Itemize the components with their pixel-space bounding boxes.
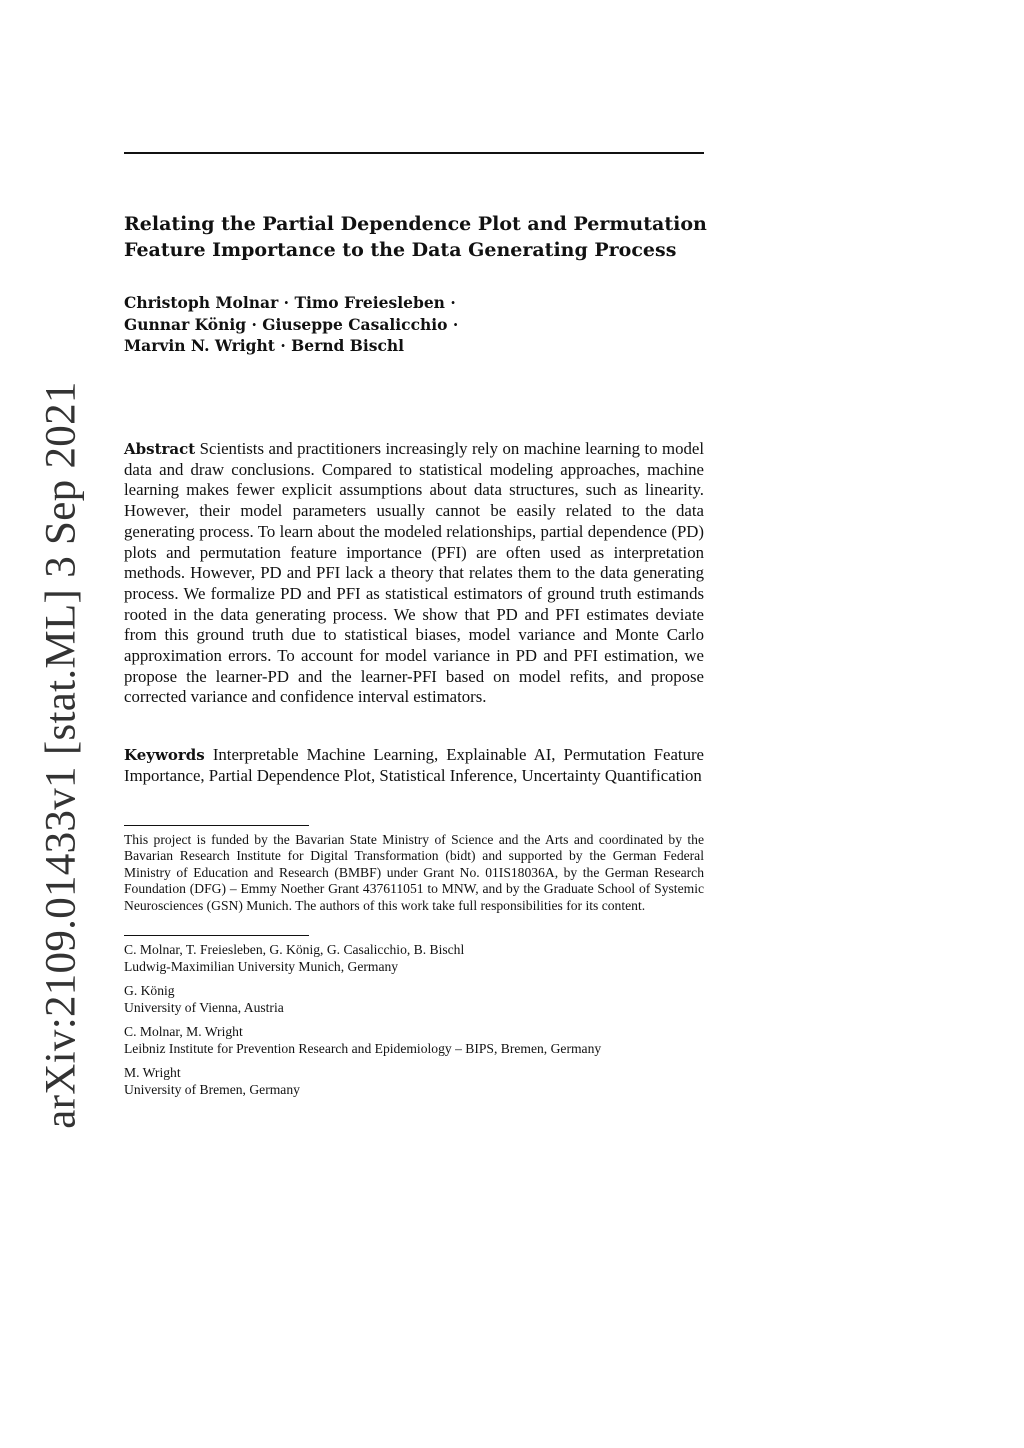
author-line-3: Marvin N. Wright · Bernd Bischl <box>124 336 405 355</box>
author-line-1: Christoph Molnar · Timo Freiesleben · <box>124 293 456 312</box>
header-rule <box>124 152 704 154</box>
affiliation-institution: Ludwig-Maximilian University Munich, Germany <box>124 958 399 974</box>
abstract-text: Scientists and practitioners increasingly rely on machine learning to model data and draw conclusions. Compared to statistical modeling approaches, machine learning makes fewer explicit assumptions about data structures, such as linearity. However, their model parameters usually cannot be easily related to the data generating process. To learn about the modeled relationships, partial dependence (PD) plots and permutation feature importance (PFI) are often used as interpretation methods. However, PD and PFI lack a theory that relates them to the data generating process. We formalize PD and PFI as statistical estimators of ground truth estimands rooted in the data generating process. We show that PD and PFI estimates deviate from this ground truth due to statistical biases, model variance and Monte Carlo approximation errors. To account for model variance in PD and PFI estimation, we propose the learner-PD and the learner-PFI based on model refits, and propose corrected variance and confidence interval estimators. <box>124 439 704 707</box>
arxiv-identifier: arXiv:2109.01433v1 [stat.ML] 3 Sep 2021 <box>37 381 85 1129</box>
affiliation-block <box>124 983 724 1016</box>
funding-footnote: This project is funded by the Bavarian State Ministry of Science and the Arts and coordinated by the Bavarian Research Institute for Digital Transformation (bidt) and supported by the German Federal Ministry of Education and Research (BMBF) under Grant No. 01IS18036A, by the German Research Foundation (DFG) – Emmy Noether Grant 437611051 to MNW, and by the Graduate School of Systemic Neurosciences (GSN) Munich. The authors of this work take full responsibilities for its content. <box>124 832 704 913</box>
keywords <box>124 745 704 786</box>
affiliation-block <box>124 1024 724 1057</box>
keywords-text: Interpretable Machine Learning, Explainable AI, Permutation Feature Importance, Partial Dependence Plot, Statistical Inference, Uncertainty Quantification <box>124 745 704 785</box>
affiliation-names: M. Wright <box>124 1065 181 1080</box>
paper-title <box>124 211 724 263</box>
affiliation-institution: Leibniz Institute for Prevention Research and Epidemiology – BIPS, Bremen, Germany <box>124 1040 602 1056</box>
affiliation-names: G. König <box>124 983 175 998</box>
affiliation-institution: University of Bremen, Germany <box>124 1081 300 1097</box>
title-line-2: Feature Importance to the Data Generating Process <box>124 239 677 261</box>
affiliation-institution: University of Vienna, Austria <box>124 999 284 1015</box>
title-line-1: Relating the Partial Dependence Plot and Permutation <box>124 213 707 235</box>
author-line-2: Gunnar König · Giuseppe Casalicchio · <box>124 314 459 334</box>
affiliation-names: C. Molnar, T. Freiesleben, G. König, G. Casalicchio, B. Bischl <box>124 942 465 957</box>
affiliation-names: C. Molnar, M. Wright <box>124 1024 243 1039</box>
footnote-rule <box>124 825 309 826</box>
abstract-label: Abstract <box>124 440 196 458</box>
affiliation-block <box>124 942 724 975</box>
affiliation-block <box>124 1065 724 1098</box>
author-list <box>124 292 458 357</box>
abstract <box>124 439 704 708</box>
affiliation-rule <box>124 935 309 936</box>
keywords-label: Keywords <box>124 746 205 764</box>
